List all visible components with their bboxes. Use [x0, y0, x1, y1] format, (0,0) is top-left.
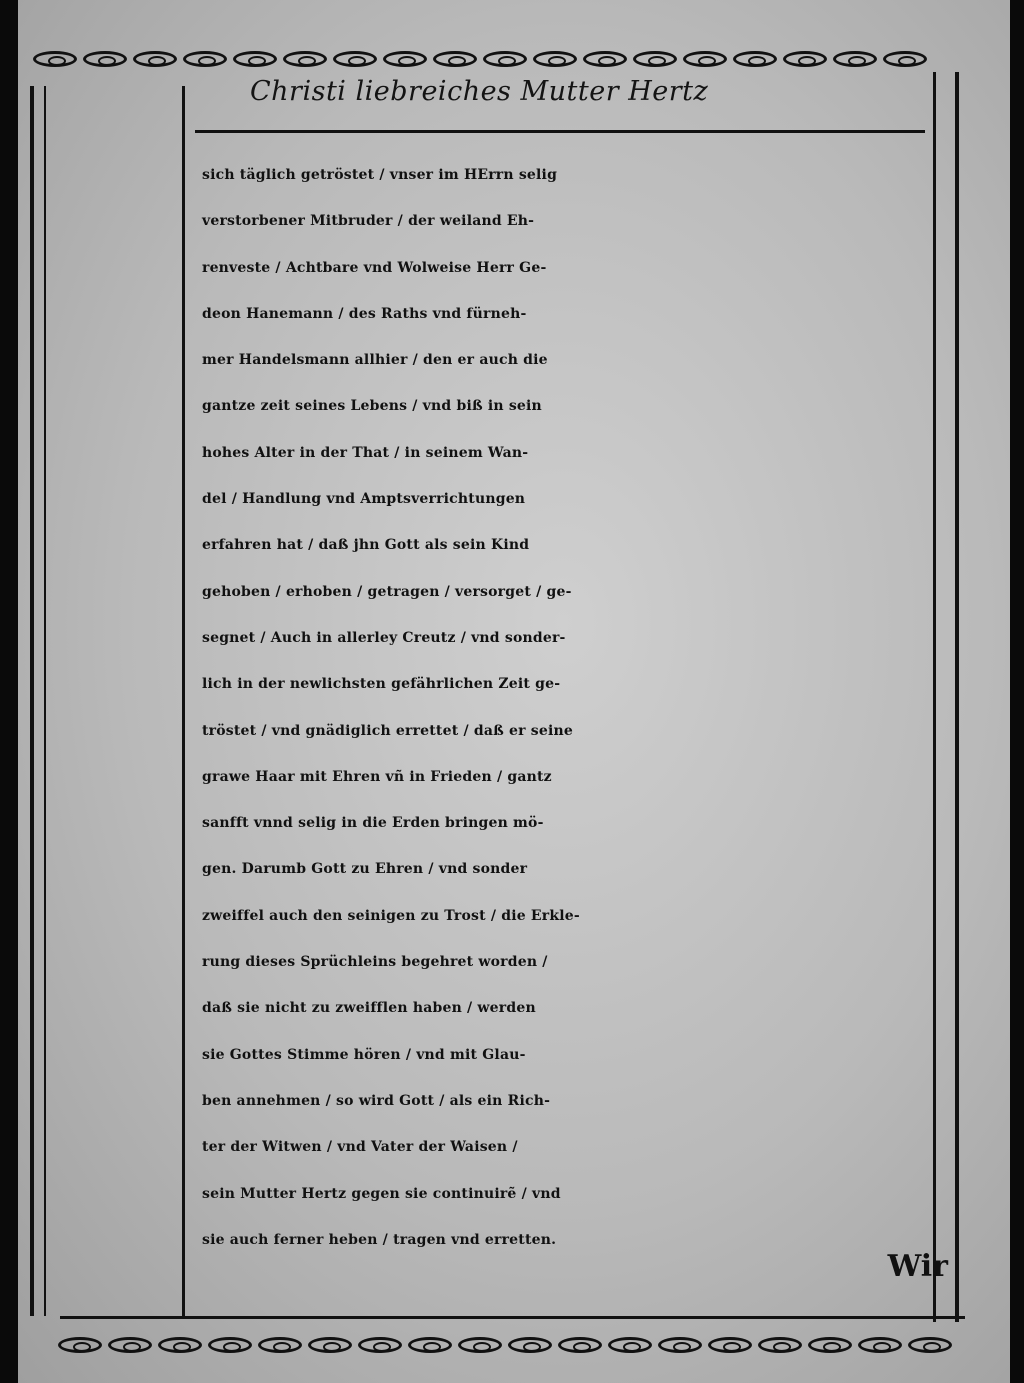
outer-left-rule: [30, 86, 34, 1316]
footer-rule: [60, 1316, 965, 1319]
text-line: hohes Alter in der That / in seinem Wan-: [202, 444, 529, 461]
running-head: Christi liebreiches Mutter Hertz: [250, 76, 709, 107]
text-line: gen. Darumb Gott zu Ehren / vnd sonder: [202, 861, 528, 878]
text-line: daß sie nicht zu zweifflen haben / werden: [202, 1000, 536, 1017]
text-line: zweiffel auch den seinigen zu Trost / die Erkle-: [202, 907, 580, 924]
text-line: ter der Witwen / vnd Vater der Waisen /: [202, 1139, 518, 1156]
text-line: mer Handelsmann allhier / den er auch die: [202, 352, 548, 369]
text-line: gehoben / erhoben / getragen / versorget / ge-: [202, 583, 572, 600]
text-line: deon Hanemann / des Raths vnd fürneh-: [202, 305, 527, 322]
right-page-edge: [1010, 0, 1024, 1383]
top-ornamental-border: [30, 42, 960, 76]
text-line: ben annehmen / so wird Gott / als ein Rich-: [202, 1092, 551, 1109]
body-text: [202, 152, 942, 1263]
bottom-ornamental-border: [55, 1328, 990, 1362]
text-line: lich in der newlichsten gefährlichen Zeit ge-: [202, 676, 561, 693]
running-head-rule: [195, 130, 925, 133]
text-line: segnet / Auch in allerley Creutz / vnd sonder-: [202, 629, 566, 646]
text-line: grawe Haar mit Ehren vñ in Frieden / gantz: [202, 768, 552, 785]
text-line: verstorbener Mitbruder / der weiland Eh-: [202, 213, 535, 230]
text-line: gantze zeit seines Lebens / vnd biß in sein: [202, 398, 542, 415]
inner-left-rule: [44, 86, 46, 1316]
text-line: sie auch ferner heben / tragen vnd erretten.: [202, 1231, 557, 1248]
text-line: rung dieses Sprüchleins begehret worden /: [202, 954, 548, 971]
outer-right-rule: [955, 72, 959, 1322]
text-line: sanfft vnnd selig in die Erden bringen mö-: [202, 815, 544, 832]
left-page-edge: [0, 0, 18, 1383]
text-line: del / Handlung vnd Amptsverrichtungen: [202, 491, 526, 508]
column-left-rule: [182, 86, 185, 1316]
text-line: sich täglich getröstet / vnser im HErrn selig: [202, 167, 558, 183]
text-line: tröstet / vnd gnädiglich errettet / daß er seine: [202, 722, 573, 739]
text-line: renveste / Achtbare vnd Wolweise Herr Ge-: [202, 259, 547, 276]
text-line: sie Gottes Stimme hören / vnd mit Glau-: [202, 1046, 526, 1063]
text-line: sein Mutter Hertz gegen sie continuirẽ / vnd: [202, 1185, 561, 1202]
text-line: erfahren hat / daß jhn Gott als sein Kind: [202, 537, 530, 554]
catchword: Wir: [887, 1249, 948, 1284]
